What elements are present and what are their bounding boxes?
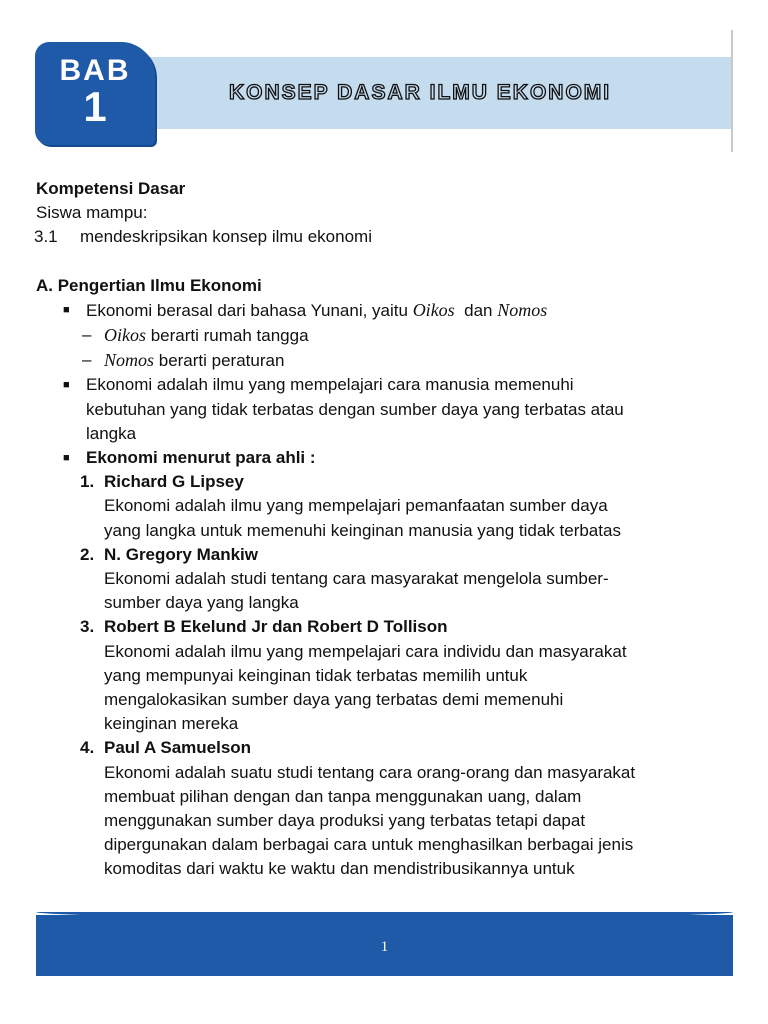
expert-definition-line: dipergunakan dalam berbagai cara untuk menghasilkan berbagai jenis (104, 835, 634, 855)
expert-name (36, 736, 736, 760)
expert-definition-line: keinginan mereka (104, 714, 239, 734)
expert-name-text: Paul A Samuelson (104, 738, 252, 758)
bullet-item (36, 373, 736, 397)
kompetensi-heading: Kompetensi Dasar (36, 179, 186, 198)
expert-definition-line: membuat pilihan dengan dan tanpa menggunakan uang, dalam (104, 786, 582, 806)
page-number: 1 (380, 939, 389, 955)
sub-item (36, 348, 736, 373)
bullet-text-line: langka (86, 423, 137, 443)
expert-number: 3. (80, 617, 95, 637)
bullet-item (36, 446, 736, 470)
chapter-badge-label: BAB (59, 54, 131, 87)
expert-number: 4. (80, 738, 95, 758)
expert-name-text: Robert B Ekelund Jr dan Robert D Tollison (104, 617, 448, 637)
kompetensi-item-text: mendeskripsikan konsep ilmu ekonomi (80, 227, 372, 247)
expert-definition-line: sumber daya yang langka (104, 593, 299, 613)
bullet-text-line: kebutuhan yang tidak terbatas dengan sumber daya yang terbatas atau (86, 399, 624, 419)
expert-definition-line: mengalokasikan sumber daya yang terbatas demi memenuhi (104, 690, 564, 710)
expert-definition-line: yang mempunyai keinginan tidak terbatas memilih untuk (104, 665, 528, 685)
expert-definition-line: Ekonomi adalah ilmu yang mempelajari pemanfaatan sumber daya (104, 496, 608, 516)
bullet-conjunction: dan (454, 300, 498, 320)
expert-name-text: N. Gregory Mankiw (104, 544, 258, 564)
expert-name-text: Richard G Lipsey (104, 472, 244, 492)
bullet-square-icon: ■ (63, 379, 70, 392)
header-divider (731, 30, 733, 152)
bullet-square-icon: ■ (63, 303, 70, 316)
expert-definition-line: Ekonomi adalah suatu studi tentang cara orang-orang dan masyarakat (104, 762, 636, 782)
sub-item (36, 323, 736, 348)
expert-name (36, 543, 736, 567)
term-oikos: Oikos (412, 299, 455, 320)
term-nomos: Nomos (497, 299, 548, 320)
chapter-badge (35, 42, 155, 145)
page-content (36, 177, 736, 882)
kompetensi-intro: Siswa mampu: (36, 203, 148, 223)
bullet-item (36, 298, 736, 323)
expert-definition-line: Ekonomi adalah studi tentang cara masyarakat mengelola sumber- (104, 569, 609, 589)
expert-definition-line: Ekonomi adalah ilmu yang mempelajari cara individu dan masyarakat (104, 641, 627, 661)
expert-name (36, 615, 736, 639)
sub-item-term: Oikos (104, 325, 146, 346)
experts-heading: Ekonomi menurut para ahli : (86, 448, 316, 468)
expert-definition-line: menggunakan sumber daya produksi yang terbatas tetapi dapat (104, 811, 586, 831)
expert-definition-line: komoditas dari waktu ke waktu dan mendistribusikannya untuk (104, 859, 575, 879)
sub-item-text: berarti rumah tangga (146, 326, 309, 346)
expert-number: 1. (80, 472, 95, 492)
bullet-text-line: Ekonomi adalah ilmu yang mempelajari cara manusia memenuhi (86, 375, 574, 395)
expert-definition-line: yang langka untuk memenuhi keinginan manusia yang tidak terbatas (104, 520, 621, 540)
section-a-heading: A. Pengertian Ilmu Ekonomi (36, 275, 262, 295)
sub-item-term: Nomos (104, 350, 155, 371)
kompetensi-item (36, 225, 736, 249)
bullet-text: Ekonomi berasal dari bahasa Yunani, yaitu (86, 300, 413, 320)
page-footer (36, 915, 733, 976)
sub-item-text: berarti peraturan (154, 351, 285, 371)
chapter-title: KONSEP DASAR ILMU EKONOMI (229, 81, 612, 104)
chapter-badge-number: 1 (83, 83, 107, 130)
expert-number: 2. (80, 544, 95, 564)
kompetensi-item-number: 3.1 (34, 227, 58, 247)
bullet-square-icon: ■ (63, 452, 70, 465)
expert-name (36, 470, 736, 494)
dash-icon: – (82, 350, 92, 370)
dash-icon: – (82, 325, 92, 345)
